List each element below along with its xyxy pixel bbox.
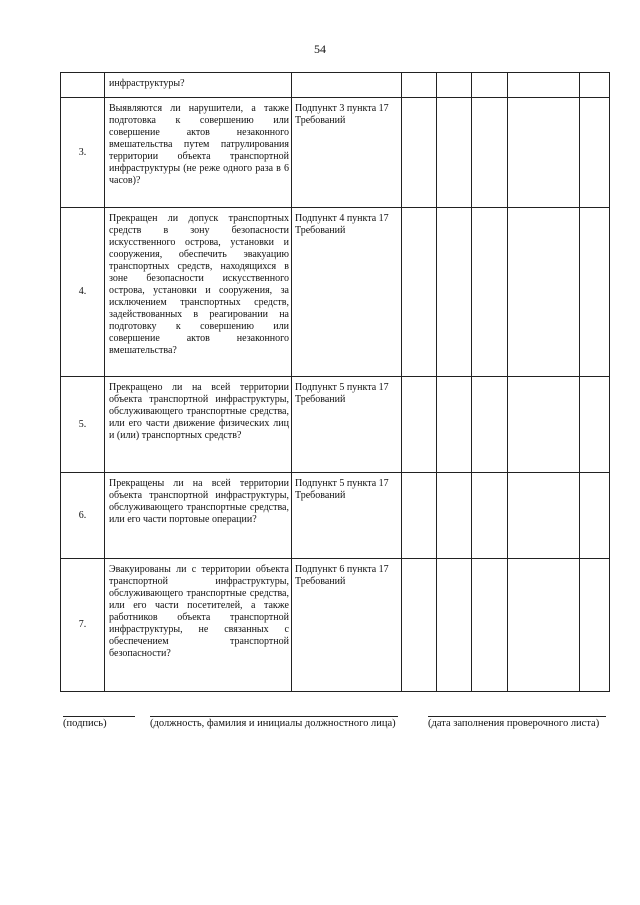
comment-cell[interactable]	[508, 208, 580, 377]
checklist-table	[60, 72, 610, 692]
extra-cell[interactable]	[580, 98, 610, 208]
signature-block	[63, 716, 135, 729]
answer-yes-cell[interactable]	[402, 377, 437, 473]
answer-yes-cell[interactable]	[402, 473, 437, 559]
answer-no-cell[interactable]	[437, 559, 472, 692]
answer-na-cell[interactable]	[472, 473, 508, 559]
extra-cell[interactable]	[580, 473, 610, 559]
row-number: 6.	[61, 473, 105, 559]
comment-cell[interactable]	[508, 98, 580, 208]
answer-na-cell[interactable]	[472, 377, 508, 473]
answer-yes-cell[interactable]	[402, 208, 437, 377]
row-reference: Подпункт 3 пункта 17 Требований	[295, 103, 389, 126]
comment-cell[interactable]	[508, 377, 580, 473]
position-block	[150, 716, 398, 729]
table-row	[61, 98, 610, 208]
table-row	[61, 473, 610, 559]
row-number: 7.	[61, 559, 105, 692]
date-block	[428, 716, 606, 729]
row-number: 5.	[61, 377, 105, 473]
table-row	[61, 377, 610, 473]
row-question: Эвакуированы ли с территории объекта транспортной инфраструктуры, обслуживающего транспортные средства, или его части посетителей, а также работников объекта транспортной инфраструктуры, не связанных с обеспечением транспортной безопасности?	[109, 564, 289, 659]
answer-no-cell[interactable]	[437, 473, 472, 559]
signature-caption: (подпись)	[63, 718, 107, 729]
row-reference	[292, 73, 401, 78]
row-question: Прекращен ли допуск транспортных средств в зону безопасности искусственного острова, установки и сооружения, обеспечить эвакуацию транспортных средств, находящихся в зоне безопасности искусственного острова, установки и сооружения, за исключением транспортных средств, задействованных в реагировании на подготовку к совершению или совершение актов незаконного вмешательства?	[109, 213, 289, 356]
row-number	[61, 73, 105, 98]
answer-yes-cell[interactable]	[402, 98, 437, 208]
table-row	[61, 208, 610, 377]
page-number: 54	[314, 42, 326, 56]
answer-na-cell[interactable]	[472, 559, 508, 692]
answer-no-cell[interactable]	[437, 98, 472, 208]
row-question: Выявляются ли нарушители, а также подготовка к совершению или совершение актов незаконного вмешательства путем патрулирования территории объекта транспортной инфраструктуры (не реже одного раза в 6 часов)?	[109, 103, 289, 186]
row-reference: Подпункт 5 пункта 17 Требований	[295, 382, 389, 405]
extra-cell[interactable]	[580, 73, 610, 98]
table-row	[61, 73, 610, 98]
row-question: Прекращены ли на всей территории объекта транспортной инфраструктуры, обслуживающего транспортные средства, или его части портовые операции?	[109, 478, 289, 525]
position-line[interactable]	[150, 716, 398, 717]
answer-na-cell[interactable]	[472, 73, 508, 98]
extra-cell[interactable]	[580, 377, 610, 473]
comment-cell[interactable]	[508, 73, 580, 98]
answer-no-cell[interactable]	[437, 73, 472, 98]
row-question: инфраструктуры?	[109, 78, 185, 89]
row-question: Прекращено ли на всей территории объекта транспортной инфраструктуры, обслуживающего транспортные средства, или его части движение физических лиц и (или) транспортных средств?	[109, 382, 289, 441]
date-caption: (дата заполнения проверочного листа)	[428, 718, 600, 729]
answer-no-cell[interactable]	[437, 208, 472, 377]
answer-na-cell[interactable]	[472, 98, 508, 208]
row-reference: Подпункт 6 пункта 17 Требований	[295, 564, 389, 587]
answer-na-cell[interactable]	[472, 208, 508, 377]
row-reference: Подпункт 5 пункта 17 Требований	[295, 478, 389, 501]
comment-cell[interactable]	[508, 559, 580, 692]
date-line[interactable]	[428, 716, 606, 717]
position-caption: (должность, фамилия и инициалы должностного лица)	[150, 718, 396, 729]
table-row	[61, 559, 610, 692]
signature-line[interactable]	[63, 716, 135, 717]
extra-cell[interactable]	[580, 208, 610, 377]
extra-cell[interactable]	[580, 559, 610, 692]
row-number: 4.	[61, 208, 105, 377]
answer-yes-cell[interactable]	[402, 559, 437, 692]
comment-cell[interactable]	[508, 473, 580, 559]
row-reference: Подпункт 4 пункта 17 Требований	[295, 213, 389, 236]
answer-yes-cell[interactable]	[402, 73, 437, 98]
row-number: 3.	[61, 98, 105, 208]
answer-no-cell[interactable]	[437, 377, 472, 473]
